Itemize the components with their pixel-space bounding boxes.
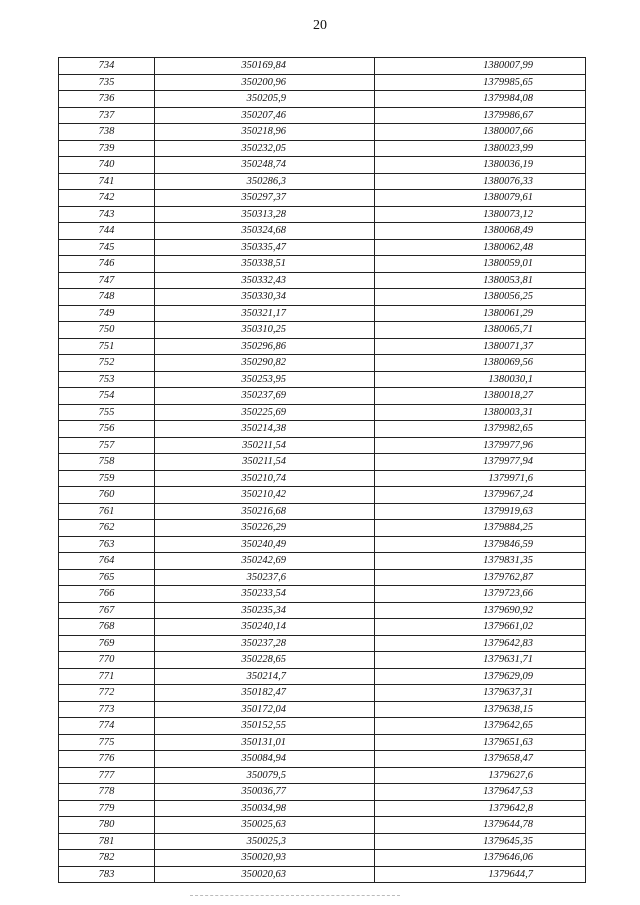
point-number-cell: 773 [59,701,155,718]
y-coordinate-cell: 1380053,81 [375,272,586,289]
y-coordinate-cell: 1379986,67 [375,107,586,124]
y-coordinate-cell: 1379846,59 [375,536,586,553]
point-number-cell: 737 [59,107,155,124]
point-number-cell: 757 [59,437,155,454]
table-row [59,74,586,91]
y-coordinate-cell: 1379971,6 [375,470,586,487]
y-coordinate-cell: 1380007,99 [375,58,586,75]
y-coordinate-cell: 1380065,71 [375,322,586,339]
x-coordinate-cell: 350020,63 [155,866,375,883]
x-coordinate-cell: 350242,69 [155,553,375,570]
y-coordinate-cell: 1380068,49 [375,223,586,240]
table-row [59,107,586,124]
x-coordinate-cell: 350226,29 [155,520,375,537]
point-number-cell: 768 [59,619,155,636]
table-row [59,322,586,339]
point-number-cell: 751 [59,338,155,355]
table-row [59,652,586,669]
table-row [59,850,586,867]
table-row [59,817,586,834]
point-number-cell: 744 [59,223,155,240]
point-number-cell: 783 [59,866,155,883]
y-coordinate-cell: 1379919,63 [375,503,586,520]
x-coordinate-cell: 350248,74 [155,157,375,174]
x-coordinate-cell: 350332,43 [155,272,375,289]
x-coordinate-cell: 350020,93 [155,850,375,867]
table-row [59,289,586,306]
point-number-cell: 742 [59,190,155,207]
y-coordinate-cell: 1379629,09 [375,668,586,685]
x-coordinate-cell: 350211,54 [155,437,375,454]
table-row [59,190,586,207]
x-coordinate-cell: 350218,96 [155,124,375,141]
point-number-cell: 779 [59,800,155,817]
y-coordinate-cell: 1380076,33 [375,173,586,190]
x-coordinate-cell: 350232,05 [155,140,375,157]
table-row [59,355,586,372]
y-coordinate-cell: 1379985,65 [375,74,586,91]
table-row [59,239,586,256]
table-row [59,734,586,751]
table-row [59,206,586,223]
y-coordinate-cell: 1379723,66 [375,586,586,603]
coordinates-table [58,57,586,883]
table-row [59,668,586,685]
point-number-cell: 766 [59,586,155,603]
x-coordinate-cell: 350025,63 [155,817,375,834]
point-number-cell: 750 [59,322,155,339]
point-number-cell: 762 [59,520,155,537]
y-coordinate-cell: 1379644,78 [375,817,586,834]
y-coordinate-cell: 1380030,1 [375,371,586,388]
point-number-cell: 782 [59,850,155,867]
y-coordinate-cell: 1380003,31 [375,404,586,421]
point-number-cell: 775 [59,734,155,751]
y-coordinate-cell: 1379631,71 [375,652,586,669]
x-coordinate-cell: 350237,69 [155,388,375,405]
table-row [59,454,586,471]
y-coordinate-cell: 1379967,24 [375,487,586,504]
table-row [59,536,586,553]
table-row [59,140,586,157]
table-row [59,685,586,702]
table-row [59,701,586,718]
table-row [59,305,586,322]
table-row [59,487,586,504]
point-number-cell: 745 [59,239,155,256]
y-coordinate-cell: 1380073,12 [375,206,586,223]
table-row [59,173,586,190]
page-number: 20 [313,18,327,33]
table-row [59,503,586,520]
x-coordinate-cell: 350216,68 [155,503,375,520]
point-number-cell: 781 [59,833,155,850]
x-coordinate-cell: 350324,68 [155,223,375,240]
table-row [59,404,586,421]
x-coordinate-cell: 350025,3 [155,833,375,850]
x-coordinate-cell: 350237,28 [155,635,375,652]
y-coordinate-cell: 1379982,65 [375,421,586,438]
y-coordinate-cell: 1380059,01 [375,256,586,273]
x-coordinate-cell: 350290,82 [155,355,375,372]
y-coordinate-cell: 1379690,92 [375,602,586,619]
table-row [59,784,586,801]
x-coordinate-cell: 350210,74 [155,470,375,487]
y-coordinate-cell: 1380018,27 [375,388,586,405]
y-coordinate-cell: 1379984,08 [375,91,586,108]
table-row [59,718,586,735]
table-row [59,157,586,174]
x-coordinate-cell: 350338,51 [155,256,375,273]
table-row [59,553,586,570]
point-number-cell: 756 [59,421,155,438]
x-coordinate-cell: 350286,3 [155,173,375,190]
x-coordinate-cell: 350321,17 [155,305,375,322]
point-number-cell: 741 [59,173,155,190]
point-number-cell: 743 [59,206,155,223]
point-number-cell: 754 [59,388,155,405]
y-coordinate-cell: 1379977,94 [375,454,586,471]
y-coordinate-cell: 1379977,96 [375,437,586,454]
point-number-cell: 755 [59,404,155,421]
y-coordinate-cell: 1379661,02 [375,619,586,636]
x-coordinate-cell: 350313,28 [155,206,375,223]
coordinates-table-body [59,58,586,883]
point-number-cell: 767 [59,602,155,619]
y-coordinate-cell: 1379638,15 [375,701,586,718]
point-number-cell: 734 [59,58,155,75]
y-coordinate-cell: 1379647,53 [375,784,586,801]
point-number-cell: 740 [59,157,155,174]
y-coordinate-cell: 1380061,29 [375,305,586,322]
y-coordinate-cell: 1380062,48 [375,239,586,256]
point-number-cell: 761 [59,503,155,520]
y-coordinate-cell: 1379644,7 [375,866,586,883]
point-number-cell: 777 [59,767,155,784]
table-row [59,602,586,619]
x-coordinate-cell: 350200,96 [155,74,375,91]
x-coordinate-cell: 350240,14 [155,619,375,636]
y-coordinate-cell: 1379884,25 [375,520,586,537]
x-coordinate-cell: 350211,54 [155,454,375,471]
x-coordinate-cell: 350131,01 [155,734,375,751]
table-row [59,866,586,883]
table-row [59,470,586,487]
x-coordinate-cell: 350182,47 [155,685,375,702]
point-number-cell: 747 [59,272,155,289]
point-number-cell: 746 [59,256,155,273]
table-row [59,91,586,108]
x-coordinate-cell: 350079,5 [155,767,375,784]
x-coordinate-cell: 350036,77 [155,784,375,801]
y-coordinate-cell: 1380023,99 [375,140,586,157]
x-coordinate-cell: 350240,49 [155,536,375,553]
point-number-cell: 753 [59,371,155,388]
y-coordinate-cell: 1379642,83 [375,635,586,652]
x-coordinate-cell: 350205,9 [155,91,375,108]
x-coordinate-cell: 350169,84 [155,58,375,75]
x-coordinate-cell: 350296,86 [155,338,375,355]
table-row [59,371,586,388]
x-coordinate-cell: 350330,34 [155,289,375,306]
table-row [59,338,586,355]
x-coordinate-cell: 350253,95 [155,371,375,388]
bottom-divider [190,895,400,896]
y-coordinate-cell: 1379645,35 [375,833,586,850]
x-coordinate-cell: 350034,98 [155,800,375,817]
point-number-cell: 736 [59,91,155,108]
point-number-cell: 752 [59,355,155,372]
point-number-cell: 780 [59,817,155,834]
x-coordinate-cell: 350235,34 [155,602,375,619]
table-row [59,767,586,784]
table-row [59,569,586,586]
table-row [59,619,586,636]
point-number-cell: 770 [59,652,155,669]
point-number-cell: 763 [59,536,155,553]
table-row [59,751,586,768]
table-row [59,833,586,850]
x-coordinate-cell: 350297,37 [155,190,375,207]
x-coordinate-cell: 350225,69 [155,404,375,421]
table-row [59,421,586,438]
point-number-cell: 739 [59,140,155,157]
point-number-cell: 764 [59,553,155,570]
table-row [59,388,586,405]
point-number-cell: 776 [59,751,155,768]
y-coordinate-cell: 1380007,66 [375,124,586,141]
x-coordinate-cell: 350335,47 [155,239,375,256]
x-coordinate-cell: 350214,7 [155,668,375,685]
table-row [59,256,586,273]
point-number-cell: 749 [59,305,155,322]
x-coordinate-cell: 350207,46 [155,107,375,124]
x-coordinate-cell: 350210,42 [155,487,375,504]
table-row [59,520,586,537]
point-number-cell: 735 [59,74,155,91]
x-coordinate-cell: 350152,55 [155,718,375,735]
point-number-cell: 758 [59,454,155,471]
y-coordinate-cell: 1379627,6 [375,767,586,784]
y-coordinate-cell: 1379762,87 [375,569,586,586]
point-number-cell: 772 [59,685,155,702]
y-coordinate-cell: 1380079,61 [375,190,586,207]
table-row [59,223,586,240]
y-coordinate-cell: 1379646,06 [375,850,586,867]
point-number-cell: 738 [59,124,155,141]
x-coordinate-cell: 350310,25 [155,322,375,339]
point-number-cell: 771 [59,668,155,685]
table-row [59,800,586,817]
x-coordinate-cell: 350233,54 [155,586,375,603]
x-coordinate-cell: 350237,6 [155,569,375,586]
table-row [59,58,586,75]
table-row [59,586,586,603]
x-coordinate-cell: 350228,65 [155,652,375,669]
x-coordinate-cell: 350172,04 [155,701,375,718]
table-row [59,272,586,289]
y-coordinate-cell: 1379642,65 [375,718,586,735]
point-number-cell: 759 [59,470,155,487]
x-coordinate-cell: 350214,38 [155,421,375,438]
point-number-cell: 760 [59,487,155,504]
point-number-cell: 769 [59,635,155,652]
point-number-cell: 765 [59,569,155,586]
table-row [59,124,586,141]
y-coordinate-cell: 1380036,19 [375,157,586,174]
y-coordinate-cell: 1379642,8 [375,800,586,817]
table-row [59,635,586,652]
point-number-cell: 774 [59,718,155,735]
y-coordinate-cell: 1379651,63 [375,734,586,751]
table-row [59,437,586,454]
point-number-cell: 748 [59,289,155,306]
y-coordinate-cell: 1380069,56 [375,355,586,372]
y-coordinate-cell: 1380071,37 [375,338,586,355]
x-coordinate-cell: 350084,94 [155,751,375,768]
y-coordinate-cell: 1379658,47 [375,751,586,768]
y-coordinate-cell: 1380056,25 [375,289,586,306]
y-coordinate-cell: 1379831,35 [375,553,586,570]
point-number-cell: 778 [59,784,155,801]
y-coordinate-cell: 1379637,31 [375,685,586,702]
